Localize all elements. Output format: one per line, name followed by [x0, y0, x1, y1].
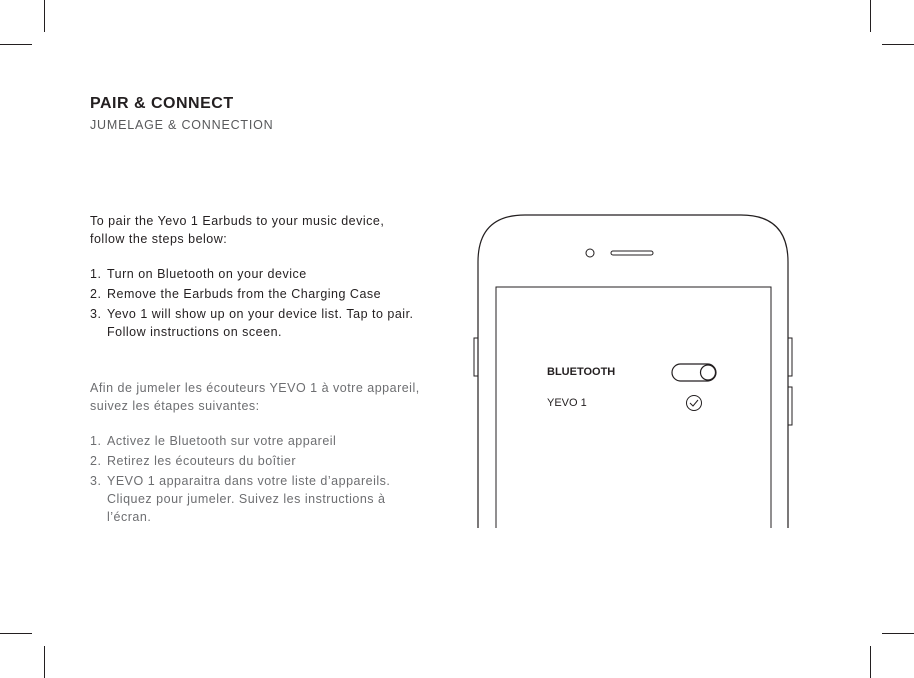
checkmark-icon — [687, 396, 702, 411]
page-subtitle: JUMELAGE & CONNECTION — [90, 118, 274, 132]
step-text: Turn on Bluetooth on your device — [107, 267, 307, 281]
french-intro: Afin de jumeler les écouteurs YEVO 1 à votre appareil, suivez les étapes suivantes: — [90, 381, 420, 413]
step-number: 2. — [90, 287, 102, 301]
device-name: YEVO 1 — [547, 397, 587, 409]
step-text: Retirez les écouteurs du boîtier — [107, 454, 297, 468]
step-number: 3. — [90, 307, 102, 321]
step-text: Activez le Bluetooth sur votre appareil — [107, 434, 337, 448]
step-text: Remove the Earbuds from the Charging Case — [107, 287, 382, 301]
phone-screen-outline — [496, 287, 771, 528]
phone-camera — [586, 249, 594, 257]
english-intro: To pair the Yevo 1 Earbuds to your music device, follow the steps below: — [90, 214, 385, 246]
page-title: PAIR & CONNECT — [90, 95, 234, 112]
phone-speaker — [611, 251, 653, 255]
step-number: 2. — [90, 454, 102, 468]
step-text: Yevo 1 will show up on your device list. Tap to pair. Follow instructions on sceen. — [107, 307, 414, 339]
step-number: 1. — [90, 267, 102, 281]
phone-body-outline — [478, 215, 788, 528]
step-number: 3. — [90, 474, 102, 488]
step-number: 1. — [90, 434, 102, 448]
step-text: YEVO 1 apparaitra dans votre liste d’appareils. Cliquez pour jumeler. Suivez les instructions à l’écran. — [107, 474, 391, 524]
bluetooth-label: BLUETOOTH — [547, 366, 616, 378]
bluetooth-toggle-knob — [701, 365, 716, 380]
